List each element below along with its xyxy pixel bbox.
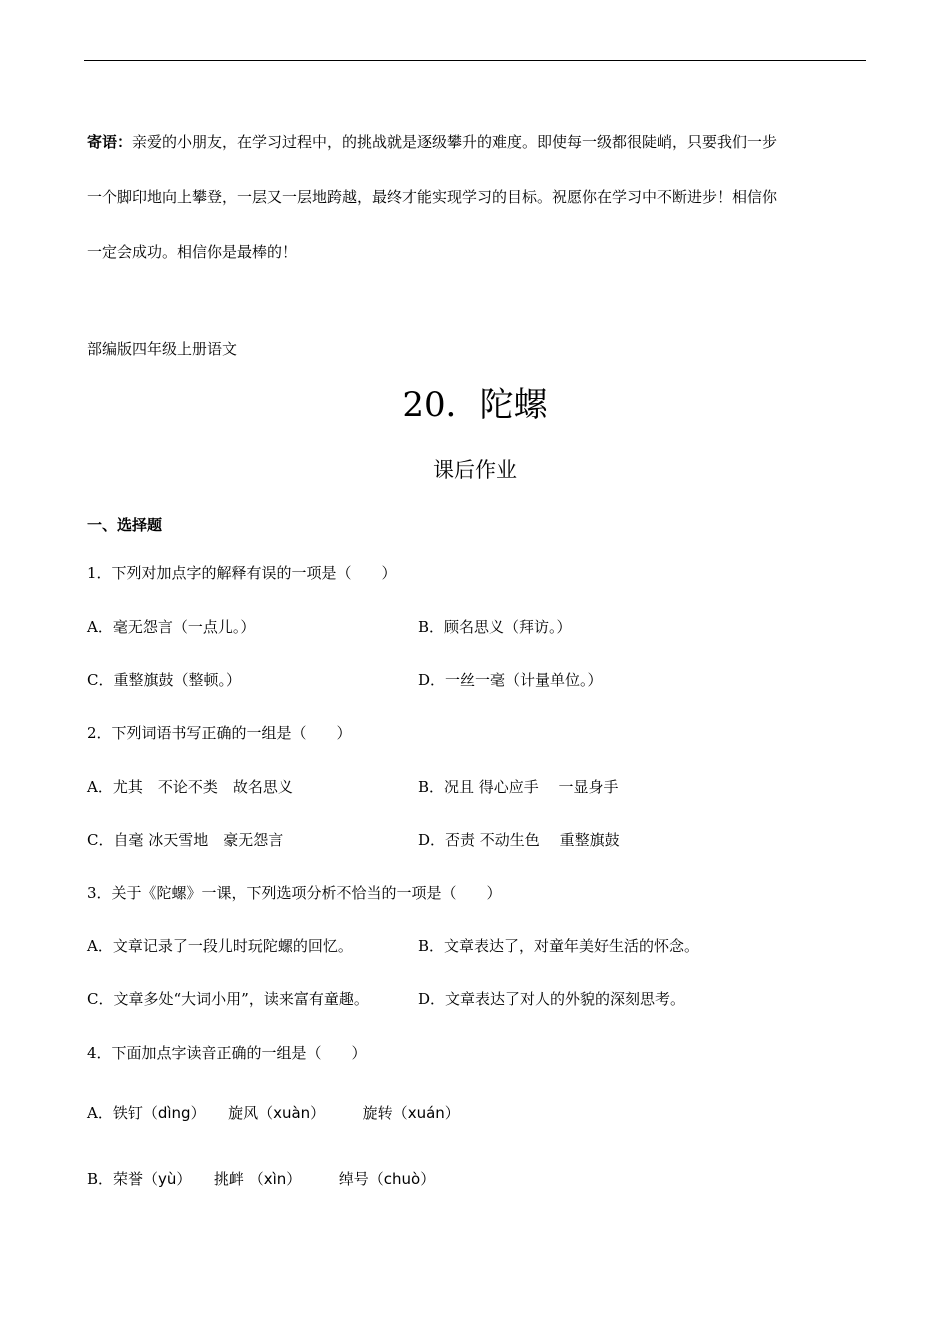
q4a-prefix: A．铁钉（ [87, 1104, 158, 1122]
q4b-pinyin-1: yù [158, 1170, 177, 1188]
q4a-pinyin-3: xuán [407, 1104, 445, 1122]
question-2-option-c: C．自毫 冰天雪地 豪无怨言 [87, 831, 284, 849]
message-line-3: 一定会成功。相信你是最棒的！ [87, 243, 298, 261]
question-1-option-b: B．顾名思义（拜访。） [418, 618, 572, 636]
question-1-option-c: C．重整旗鼓（整顿。） [87, 671, 241, 689]
question-4-option-b [87, 1169, 435, 1189]
question-3-option-d: D．文章表达了对人的外貌的深刻思考。 [418, 990, 686, 1008]
q4b-prefix: B．荣誉（ [87, 1170, 159, 1188]
question-1-stem: 1．下列对加点字的解释有误的一项是（ ） [87, 564, 397, 582]
question-4-stem: 4．下面加点字读音正确的一组是（ ） [87, 1044, 367, 1062]
section-heading: 一、选择题 [87, 516, 163, 534]
question-2-option-b: B．况且 得心应手 一显身手 [418, 778, 619, 796]
question-2-stem: 2．下列词语书写正确的一组是（ ） [87, 724, 352, 742]
question-3-stem: 3．关于《陀螺》一课，下列选项分析不恰当的一项是（ ） [87, 884, 502, 902]
q4a-mid-2: ） 旋转（ [310, 1104, 408, 1122]
q4b-end: ） [420, 1170, 436, 1188]
q4b-pinyin-3: chuò [383, 1170, 421, 1188]
series-label: 部编版四年级上册语文 [87, 340, 238, 358]
q4a-pinyin-1: dìng [157, 1104, 191, 1122]
message-text-1: 亲爱的小朋友，在学习过程中，的挑战就是逐级攀升的难度。即使每一级都很陡峭，只要我们一步 [132, 133, 778, 151]
question-3-option-b: B．文章表达了，对童年美好生活的怀念。 [418, 937, 700, 955]
page-subtitle: 课后作业 [433, 458, 517, 482]
question-1-option-d: D．一丝一毫（计量单位。） [418, 671, 603, 689]
question-3-option-a: A．文章记录了一段儿时玩陀螺的回忆。 [87, 937, 353, 955]
q4a-end: ） [444, 1104, 460, 1122]
question-3-option-c: C．文章多处“大词小用”，读来富有童趣。 [87, 990, 369, 1008]
question-2-option-d: D．否责 不动生色 重整旗鼓 [418, 831, 620, 849]
question-2-option-a: A．尤其 不论不类 故名思义 [87, 778, 293, 796]
question-4-option-a [87, 1103, 460, 1123]
q4a-pinyin-2: xuàn [273, 1104, 311, 1122]
q4a-mid-1: ） 旋风（ [190, 1104, 274, 1122]
q4b-mid-1: ） 挑衅 （ [176, 1170, 264, 1188]
message-line-1 [87, 132, 777, 152]
q4b-mid-2: ） 绰号（ [286, 1170, 384, 1188]
q4b-pinyin-2: xìn [263, 1170, 287, 1188]
page-title: 20．陀螺 [402, 385, 548, 425]
message-line-2: 一个脚印地向上攀登，一层又一层地跨越，最终才能实现学习的目标。祝愿你在学习中不断进步！相信你 [87, 188, 778, 206]
message-label: 寄语： [87, 133, 133, 151]
header-rule [84, 60, 866, 61]
question-1-option-a: A．毫无怨言（一点儿。） [87, 618, 256, 636]
